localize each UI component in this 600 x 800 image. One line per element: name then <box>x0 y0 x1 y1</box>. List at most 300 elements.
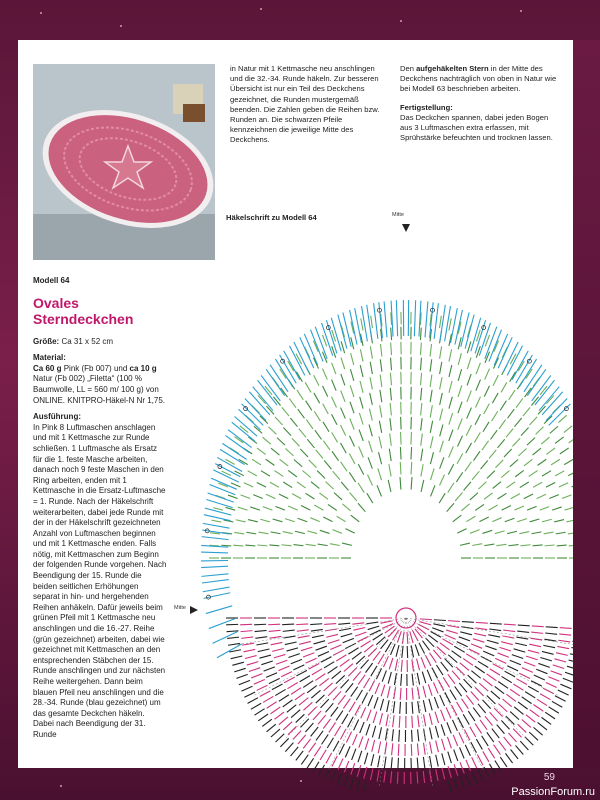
stitch-mark <box>514 649 526 652</box>
radial-guide <box>406 618 557 695</box>
border-stitch <box>206 606 232 614</box>
stitch-mark <box>311 727 319 736</box>
stitch-mark <box>421 433 423 445</box>
stitch-mark <box>319 765 325 775</box>
stitch-mark <box>479 683 488 691</box>
border-stitch <box>461 313 469 347</box>
stitch-mark <box>569 545 573 546</box>
stitch-mark <box>440 643 450 650</box>
stitch-mark <box>572 483 573 487</box>
stitch-mark <box>458 418 463 429</box>
size-label: Größe: <box>33 336 60 346</box>
stitch-mark <box>503 630 515 631</box>
stitch-mark <box>360 381 363 393</box>
stitch-mark <box>433 650 441 659</box>
stitch-mark <box>257 482 266 487</box>
stitch-mark <box>306 401 312 411</box>
stitch-mark <box>341 679 349 688</box>
stitch-mark <box>495 686 505 693</box>
stitch-mark <box>258 532 268 534</box>
stitch-mark <box>261 661 272 665</box>
stitch-mark <box>364 767 367 779</box>
stitch-mark <box>359 446 364 457</box>
stitch-mark <box>460 747 465 758</box>
stitch-mark <box>515 470 524 476</box>
stitch-mark <box>473 451 480 460</box>
stitch-mark <box>246 532 256 534</box>
stitch-mark <box>358 483 364 493</box>
stitch-mark <box>419 622 431 625</box>
stitch-mark <box>479 517 488 522</box>
stitch-mark <box>314 746 321 756</box>
stitch-mark <box>272 684 283 690</box>
stitch-mark <box>315 674 325 681</box>
stitch-mark <box>484 544 494 546</box>
stitch-mark <box>370 362 372 374</box>
stitch-mark <box>431 485 435 496</box>
stitch-mark <box>455 493 462 502</box>
stitch-mark <box>460 663 469 671</box>
stitch-mark <box>562 495 572 499</box>
stitch-mark <box>391 358 392 370</box>
stitch-mark <box>538 459 547 465</box>
stitch-mark <box>380 344 381 356</box>
stitch-mark <box>563 678 573 682</box>
stitch-mark <box>440 409 443 421</box>
stitch-mark <box>560 628 572 629</box>
stitch-mark <box>285 743 293 752</box>
stitch-mark <box>388 480 391 492</box>
stitch-mark <box>369 681 374 692</box>
stitch-mark <box>284 677 295 683</box>
stitch-mark <box>481 461 488 470</box>
stitch-mark <box>332 363 336 374</box>
stitch-mark <box>436 740 439 752</box>
stitch-mark <box>356 690 362 700</box>
star-text-pre: Den <box>400 64 414 73</box>
stitch-mark <box>459 637 470 641</box>
stitch-mark <box>321 657 332 663</box>
stitch-mark <box>544 532 554 534</box>
stitch-mark <box>389 464 391 476</box>
stitch-mark <box>430 359 432 371</box>
stitch-mark <box>556 653 568 656</box>
stitch-mark <box>440 316 442 328</box>
stitch-mark <box>314 505 323 510</box>
stitch-mark <box>269 636 281 638</box>
stitch-mark <box>453 515 462 522</box>
stitch-mark <box>423 771 424 783</box>
stitch-mark <box>412 702 413 714</box>
stitch-mark <box>511 494 520 499</box>
stitch-mark <box>345 746 350 757</box>
finish-label: Fertigstellung: <box>400 102 453 112</box>
stitch-mark <box>366 724 370 735</box>
stitch-mark <box>558 690 569 695</box>
stitch-mark <box>519 532 529 534</box>
stitch-mark <box>375 683 380 694</box>
stitch-mark <box>407 646 408 658</box>
stitch-mark <box>507 666 518 671</box>
stitch-mark <box>454 750 458 761</box>
stitch-mark <box>255 637 267 639</box>
stitch-mark <box>490 430 497 439</box>
stitch-mark <box>378 756 380 768</box>
stitch-mark <box>518 449 526 456</box>
stitch-mark <box>364 753 367 765</box>
stitch-mark <box>323 719 330 729</box>
stitch-mark <box>430 405 432 417</box>
stitch-mark <box>533 448 541 455</box>
stitch-mark <box>368 695 373 706</box>
stitch-mark <box>538 663 549 667</box>
crochet-chart <box>188 218 573 798</box>
stitch-mark <box>453 735 457 746</box>
stitch-mark <box>541 437 549 444</box>
stitch-mark <box>305 723 313 732</box>
stitch-mark <box>341 482 348 491</box>
stitch-mark <box>538 722 547 729</box>
finish-text: Das Deckchen spannen, dabei jeden Bogen aus 3 Luftmaschen extra erfassen, mit Sprühstärke befeuchten und trocknen lassen. <box>400 112 553 143</box>
stitch-mark <box>400 462 401 474</box>
border-stitch <box>362 306 368 341</box>
stitch-mark <box>316 646 327 650</box>
stitch-mark <box>343 699 350 709</box>
stitch-mark <box>332 397 337 408</box>
stitch-mark <box>341 341 345 353</box>
stitch-mark <box>297 390 303 400</box>
stitch-mark <box>430 742 432 754</box>
stitch-mark <box>488 635 500 637</box>
stitch-mark <box>484 493 493 499</box>
stitch-mark <box>558 415 566 422</box>
stitch-mark <box>421 464 423 476</box>
stitch-mark <box>495 460 503 468</box>
size-paragraph <box>33 337 167 348</box>
stitch-mark <box>258 714 268 721</box>
stitch-mark <box>468 675 477 683</box>
stitch-mark <box>391 328 392 340</box>
stitch-mark <box>516 398 523 407</box>
stitch-mark <box>324 683 333 691</box>
stitch-mark <box>327 738 333 748</box>
stitch-mark <box>344 664 353 672</box>
stitch-mark <box>430 375 432 387</box>
stitch-mark <box>391 771 392 783</box>
stitch-mark <box>500 401 506 411</box>
stitch-mark <box>424 714 426 726</box>
stitch-mark <box>492 411 498 421</box>
stitch-mark <box>451 705 457 716</box>
stitch-mark <box>510 660 521 665</box>
stitch-mark <box>540 657 552 660</box>
stitch-mark <box>298 518 308 522</box>
stitch-mark <box>421 373 422 385</box>
stitch-mark <box>370 393 373 405</box>
stitch-mark <box>355 705 361 716</box>
stitch-mark <box>314 375 319 386</box>
stitch-mark <box>303 702 312 710</box>
stitch-mark <box>417 743 418 755</box>
stitch-mark <box>447 722 451 733</box>
stitch-mark <box>493 375 498 386</box>
stitch-mark <box>560 684 571 689</box>
stitch-mark <box>361 641 371 647</box>
stitch-mark <box>448 752 452 763</box>
stitch-mark <box>448 766 451 778</box>
stitch-mark <box>316 695 325 703</box>
stitch-mark <box>294 459 302 466</box>
stitch-mark <box>241 495 251 499</box>
stitch-mark <box>262 719 272 726</box>
stitch-mark <box>472 757 477 768</box>
stitch-mark <box>351 353 354 365</box>
stitch-mark <box>380 375 382 387</box>
stitch-mark <box>521 428 529 436</box>
stitch-mark <box>233 545 243 546</box>
stitch-mark <box>501 471 509 478</box>
stitch-mark <box>544 416 552 424</box>
stitch-mark <box>389 449 391 461</box>
stitch-mark <box>506 694 516 701</box>
stitch-mark <box>306 658 317 663</box>
stitch-mark <box>560 448 569 454</box>
stitch-mark <box>411 477 412 489</box>
stitch-mark <box>550 426 558 433</box>
stitch-mark <box>440 393 443 405</box>
stitch-mark <box>252 459 261 465</box>
stitch-mark <box>457 529 466 534</box>
stitch-mark <box>421 403 422 415</box>
stitch-mark <box>279 494 288 499</box>
stitch-mark <box>568 532 573 533</box>
stitch-mark <box>455 686 462 696</box>
stitch-mark <box>499 647 510 651</box>
stitch-mark <box>506 429 513 438</box>
stitch-mark <box>360 397 363 409</box>
stitch-mark <box>466 760 471 771</box>
stitch-mark <box>392 729 393 741</box>
stitch-mark <box>279 695 289 702</box>
stitch-mark <box>510 712 519 720</box>
stitch-mark <box>353 627 365 630</box>
stitch-mark <box>487 696 496 704</box>
border-stitch <box>434 303 438 339</box>
stitch-mark <box>293 731 301 740</box>
stitch-mark <box>548 677 559 682</box>
stitch-mark <box>485 716 493 725</box>
stitch-mark <box>424 743 426 755</box>
stitch-mark <box>482 736 488 746</box>
stitch-mark <box>489 450 496 459</box>
stitch-mark <box>323 517 332 522</box>
stitch-mark <box>294 545 304 546</box>
stitch-mark <box>421 449 423 461</box>
size-value: Ca 31 x 52 cm <box>61 336 114 346</box>
stitch-mark <box>288 654 299 658</box>
stitch-mark <box>448 674 455 684</box>
stitch-mark <box>569 437 573 443</box>
stitch-mark <box>476 622 488 623</box>
stitch-mark <box>323 422 329 432</box>
stitch-mark <box>487 732 494 742</box>
stitch-mark <box>395 659 397 671</box>
stitch-mark <box>545 633 557 634</box>
stitch-mark <box>358 675 365 685</box>
stitch-mark <box>387 686 390 698</box>
border-stitch <box>326 320 336 353</box>
stitch-mark <box>489 505 498 510</box>
stitch-mark <box>483 530 493 533</box>
stitch-mark <box>533 482 542 487</box>
stitch-mark <box>318 652 329 657</box>
stitch-mark <box>417 772 418 784</box>
stitch-mark <box>342 714 348 724</box>
stitch-mark <box>249 668 260 672</box>
stitch-mark <box>278 666 289 671</box>
stitch-mark <box>504 624 516 625</box>
stitch-mark <box>480 720 487 730</box>
stitch-mark <box>299 698 308 706</box>
stitch-mark <box>433 624 445 626</box>
stitch-mark <box>283 532 293 534</box>
stitch-mark <box>484 386 489 397</box>
stitch-mark <box>427 670 432 681</box>
stitch-mark <box>303 739 310 748</box>
stitch-mark <box>271 729 280 737</box>
stitch-mark <box>442 739 445 751</box>
stitch-mark <box>268 624 280 625</box>
border-stitch <box>204 515 231 521</box>
stitch-mark <box>350 402 354 413</box>
stitch-mark <box>440 362 442 374</box>
stitch-mark <box>253 495 262 499</box>
stitch-mark <box>309 743 316 753</box>
stitch-mark <box>379 727 382 739</box>
stitch-mark <box>546 627 558 628</box>
stitch-mark <box>353 671 361 680</box>
stitch-mark <box>338 695 345 704</box>
stitch-mark <box>353 734 358 745</box>
stitch-mark <box>527 506 537 510</box>
material-details: Natur (Fb 002) „Filetta“ (100 % Baumwolle, LL = 560 m/ 100 g) von ONLINE. KNITPRO-Häkel-N Nr 1,75. <box>33 374 166 405</box>
stitch-mark <box>380 713 383 725</box>
stitch-mark <box>460 777 464 788</box>
stitch-mark <box>484 404 490 414</box>
stitch-mark <box>472 471 479 480</box>
stitch-mark <box>269 545 279 546</box>
stitch-mark <box>564 459 573 464</box>
stitch-mark <box>309 460 317 468</box>
stitch-mark <box>447 503 454 511</box>
stitch-mark <box>499 420 506 429</box>
stitch-mark <box>564 426 572 433</box>
stitch-mark <box>536 669 547 673</box>
stitch-mark <box>430 452 433 464</box>
stitch-mark <box>411 646 413 658</box>
site-watermark: PassionForum.ru <box>511 786 595 798</box>
stitch-mark <box>314 411 320 421</box>
stitch-mark <box>305 382 311 392</box>
center-arrow-left <box>190 606 198 614</box>
stitch-mark <box>370 630 381 635</box>
stitch-mark <box>434 697 438 708</box>
stitch-mark <box>517 519 527 522</box>
stitch-mark <box>440 475 445 486</box>
stitch-mark <box>518 702 528 709</box>
stitch-mark <box>542 519 552 522</box>
stitch-mark <box>241 637 253 638</box>
stitch-mark <box>328 504 337 510</box>
stitch-mark <box>308 707 317 715</box>
stitch-mark <box>332 451 339 460</box>
stitch-mark <box>436 769 438 781</box>
stitch-mark <box>341 391 345 402</box>
stitch-mark <box>338 759 343 770</box>
stitch-mark <box>412 730 413 742</box>
column-left <box>33 276 167 747</box>
column-right <box>400 64 562 151</box>
stitch-mark <box>555 696 566 702</box>
stitch-mark <box>311 690 320 698</box>
stitch-mark <box>307 686 317 693</box>
stitch-mark <box>466 775 470 786</box>
stitch-mark <box>545 545 555 546</box>
stitch-mark <box>511 749 518 758</box>
border-stitch <box>322 323 333 356</box>
stitch-mark <box>360 349 363 361</box>
stitch-mark <box>421 657 425 668</box>
stitch-mark <box>360 365 363 377</box>
stitch-mark <box>236 520 246 522</box>
stitch-mark <box>366 622 378 624</box>
stitch-mark <box>244 483 253 487</box>
border-stitch <box>202 537 229 540</box>
stitch-mark <box>411 462 412 474</box>
stitch-mark <box>321 699 329 708</box>
stitch-mark <box>292 438 300 446</box>
stitch-mark <box>257 448 266 454</box>
stitch-mark <box>510 459 518 466</box>
stitch-mark <box>451 651 461 658</box>
stitch-mark <box>303 681 313 688</box>
stitch-mark <box>458 385 462 397</box>
stitch-mark <box>332 756 337 767</box>
stitch-mark <box>227 637 239 638</box>
border-stitch <box>489 330 502 362</box>
stitch-mark <box>521 545 531 546</box>
stitch-mark <box>345 529 354 534</box>
stitch-mark <box>524 494 533 499</box>
stitch-mark <box>291 747 299 756</box>
stitch-mark <box>518 625 530 626</box>
stitch-mark <box>509 390 515 400</box>
stitch-mark <box>368 648 376 657</box>
stitch-mark <box>499 741 506 751</box>
stitch-mark <box>429 699 432 711</box>
stitch-mark <box>485 646 496 650</box>
stitch-mark <box>510 689 520 696</box>
stitch-mark <box>271 642 283 644</box>
stitch-mark <box>369 409 372 421</box>
stitch-mark <box>430 390 432 402</box>
stitch-mark <box>526 656 537 660</box>
stitch-mark <box>449 381 452 393</box>
stitch-mark <box>516 679 527 685</box>
stitch-mark <box>211 520 221 522</box>
border-stitch <box>475 320 485 353</box>
stitch-mark <box>430 756 432 768</box>
